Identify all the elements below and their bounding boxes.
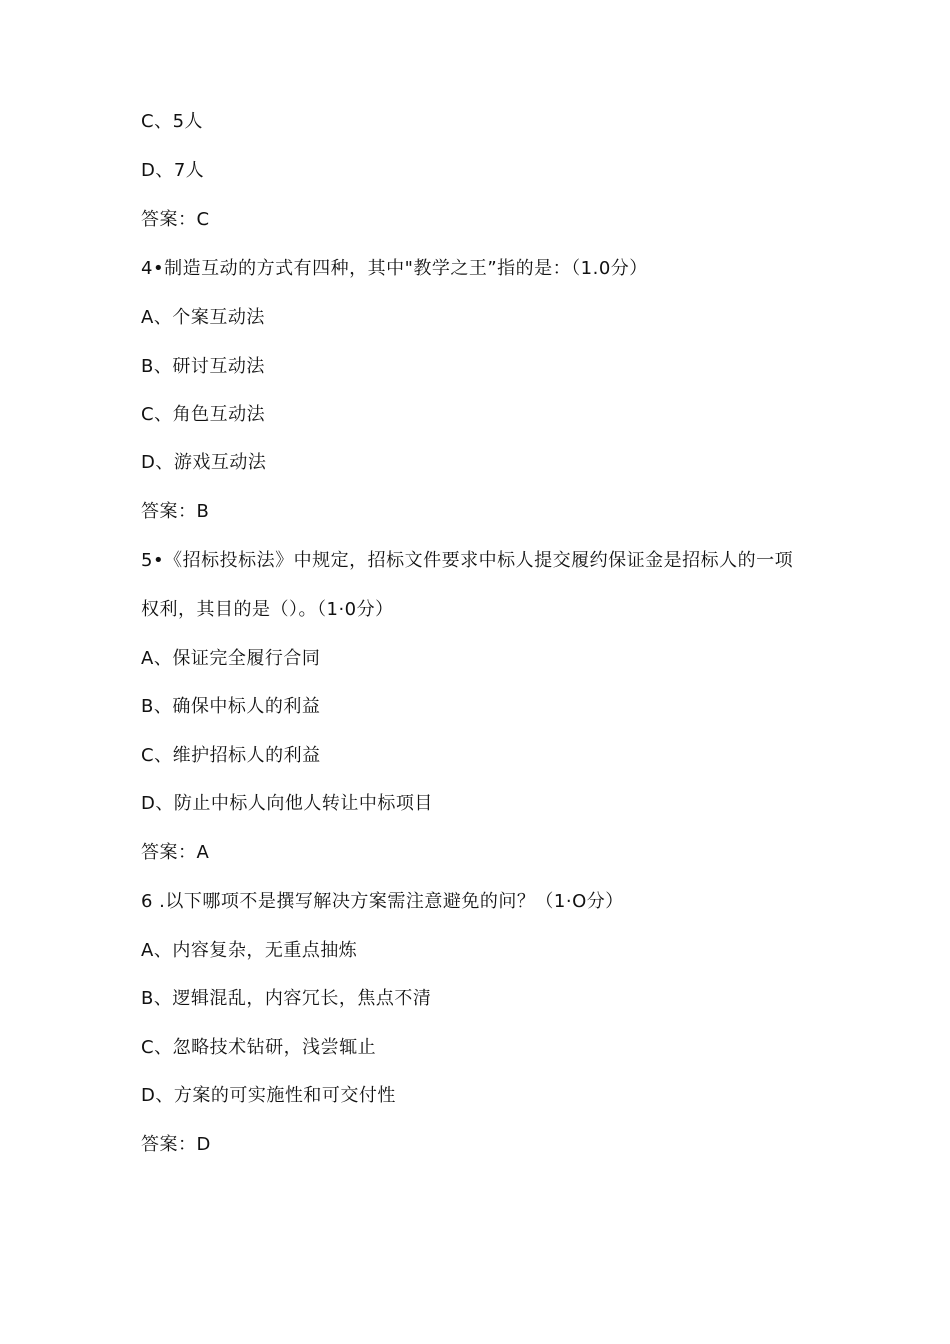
- q6-option-d: D、方案的可实施性和可交付性: [141, 1085, 396, 1106]
- q5-option-c: C、维护招标人的利益: [141, 745, 321, 766]
- q6-option-a: A、内容复杂，无重点抽炼: [141, 940, 358, 961]
- q3-option-c: C、5人: [141, 111, 204, 132]
- q5-answer: 答案：A: [141, 842, 210, 863]
- q5-option-d: D、防止中标人向他人转让中标项目: [141, 793, 433, 814]
- q4-answer: 答案：B: [141, 501, 210, 522]
- q6-option-c: C、忽略技术钻研，浅尝辄止: [141, 1037, 377, 1058]
- q6-answer: 答案：D: [141, 1134, 211, 1155]
- q4-option-b: B、研讨互动法: [141, 356, 265, 377]
- q4-question: 4•制造互动的方式有四种，其中"教学之王”指的是：（1.0分）: [141, 258, 648, 279]
- q4-option-a: A、个案互动法: [141, 307, 265, 328]
- q6-question: 6 .以下哪项不是撰写解决方案需注意避免的问？（1·O分）: [141, 891, 624, 912]
- q4-option-d: D、游戏互动法: [141, 452, 267, 473]
- q6-option-b: B、逻辑混乱，内容冗长，焦点不清: [141, 988, 432, 1009]
- q3-answer: 答案：C: [141, 209, 210, 230]
- q5-question-line2: 权利，其目的是（）。（1·0分）: [141, 599, 394, 620]
- q5-option-b: B、确保中标人的利益: [141, 696, 321, 717]
- q4-option-c: C、角色互动法: [141, 404, 266, 425]
- q3-option-d: D、7人: [141, 160, 205, 181]
- q5-option-a: A、保证完全履行合同: [141, 648, 321, 669]
- q5-question-line1: 5•《招标投标法》中规定，招标文件要求中标人提交履约保证金是招标人的一项: [141, 550, 794, 571]
